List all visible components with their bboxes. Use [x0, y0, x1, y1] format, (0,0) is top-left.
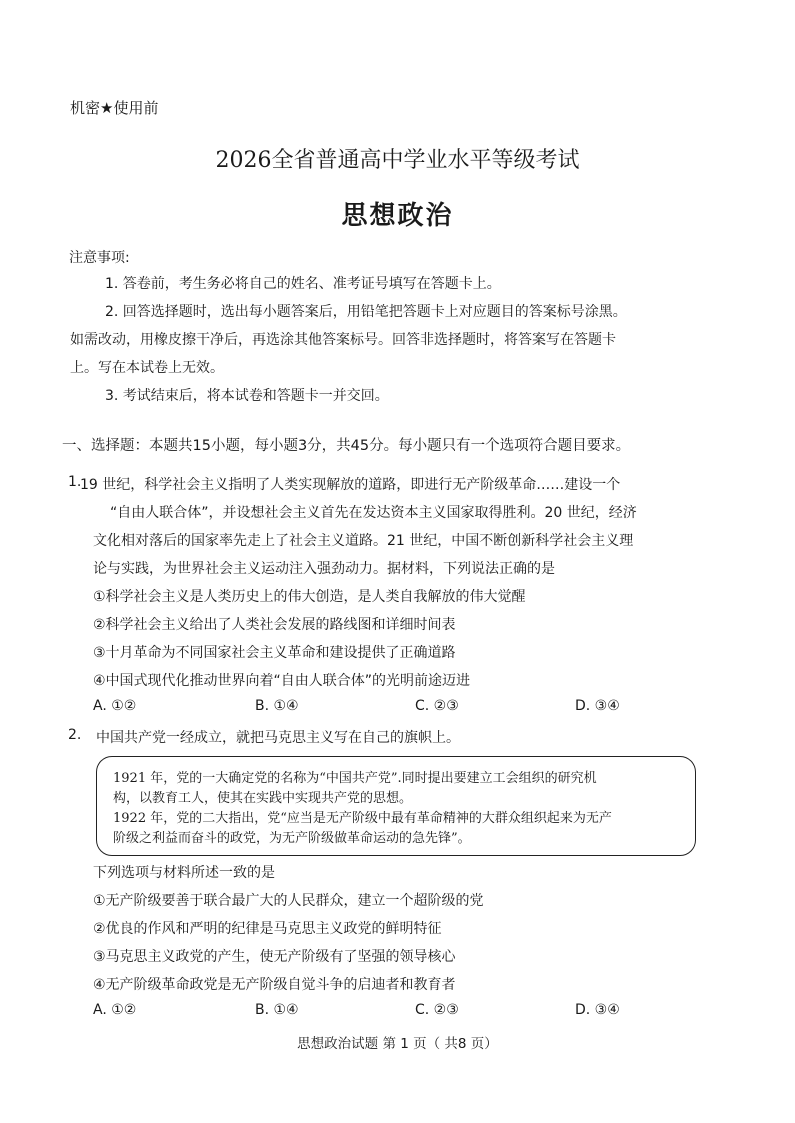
question-2-choice-d[interactable]: D. ③④ — [575, 1002, 620, 1018]
question-2-prompt: 下列选项与材料所述一致的是 — [93, 865, 275, 881]
confidential-label: 机密★使用前 — [70, 99, 159, 117]
question-1-number: 1. — [68, 474, 82, 490]
material-line-1: 1921 年，党的一大确定党的名称为“中国共产党”.同时提出要建立工会组织的研究机 — [113, 771, 597, 786]
question-2-number: 2. — [68, 727, 82, 743]
notice-item-2-line-2: 如需改动，用橡皮擦干净后，再选涂其他答案标号。回答非选择题时，将答案写在答题卡 — [70, 332, 616, 348]
question-1-choice-c[interactable]: C. ②③ — [415, 698, 459, 714]
question-1-choice-b[interactable]: B. ①④ — [255, 698, 299, 714]
notice-heading: 注意事项: — [69, 250, 130, 266]
question-2-item-4: ④无产阶级革命政党是无产阶级自觉斗争的启迪者和教育者 — [93, 977, 456, 993]
question-2-item-1: ①无产阶级要善于联合最广大的人民群众，建立一个超阶级的党 — [93, 893, 484, 909]
question-2-item-3: ③马克思主义政党的产生，使无产阶级有了坚强的领导核心 — [93, 949, 456, 965]
question-1-line-4: 论与实践，为世界社会主义运动注入强劲动力。据材料，下列说法正确的是 — [93, 561, 555, 577]
material-box — [96, 756, 696, 856]
question-1-line-2: “自由人联合体”，并设想社会主义首先在发达资本主义国家取得胜利。20 世纪，经济 — [110, 505, 637, 521]
section-heading: 一、选择题：本题共15小题，每小题3分，共45分。每小题只有一个选项符合题目要求。 — [62, 438, 631, 454]
question-1-item-3: ③十月革命为不同国家社会主义革命和建设提供了正确道路 — [93, 645, 456, 661]
notice-item-2-line-3: 上。写在本试卷上无效。 — [70, 360, 224, 376]
notice-item-1: 1. 答卷前，考生务必将自己的姓名、准考证号填写在答题卡上。 — [105, 276, 501, 292]
question-1-item-4: ④中国式现代化推动世界向着“自由人联合体”的光明前途迈进 — [93, 673, 471, 689]
question-1-line-1: 19 世纪，科学社会主义指明了人类实现解放的道路，即进行无产阶级革命……建设一个 — [80, 477, 621, 493]
question-1-line-3: 文化相对落后的国家率先走上了社会主义道路。21 世纪，中国不断创新科学社会主义理 — [93, 533, 634, 549]
question-2-item-2: ②优良的作风和严明的纪律是马克思主义政党的鲜明特征 — [93, 921, 442, 937]
notice-item-3: 3. 考试结束后，将本试卷和答题卡一并交回。 — [105, 388, 389, 404]
question-1-item-2: ②科学社会主义给出了人类社会发展的路线图和详细时间表 — [93, 617, 456, 633]
material-line-3: 1922 年，党的二大指出，党“应当是无产阶级中最有革命精神的大群众组织起来为无产 — [113, 811, 612, 826]
page-footer: 思想政治试题 第 1 页（ 共8 页） — [297, 1036, 498, 1052]
question-2-stem: 中国共产党一经成立，就把马克思主义写在自己的旗帜上。 — [96, 730, 460, 746]
question-2-choice-a[interactable]: A. ①② — [93, 1002, 137, 1018]
notice-item-2-line-1: 2. 回答选择题时，选出每小题答案后，用铅笔把答题卡上对应题目的答案标号涂黑。 — [105, 304, 627, 320]
question-1-choice-d[interactable]: D. ③④ — [575, 698, 620, 714]
question-1-item-1: ①科学社会主义是人类历史上的伟大创造，是人类自我解放的伟大觉醒 — [93, 589, 526, 605]
material-line-2: 构，以教育工人，使其在实践中实现共产党的思想。 — [113, 791, 413, 806]
question-2-choice-c[interactable]: C. ②③ — [415, 1002, 459, 1018]
question-1-choice-a[interactable]: A. ①② — [93, 698, 137, 714]
material-line-4: 阶级之利益而奋斗的政党，为无产阶级做革命运动的急先锋”。 — [113, 831, 471, 846]
question-2-choice-b[interactable]: B. ①④ — [255, 1002, 299, 1018]
subject-title: 思想政治 — [341, 201, 454, 231]
exam-title: 2026全省普通高中学业水平等级考试 — [215, 148, 580, 173]
